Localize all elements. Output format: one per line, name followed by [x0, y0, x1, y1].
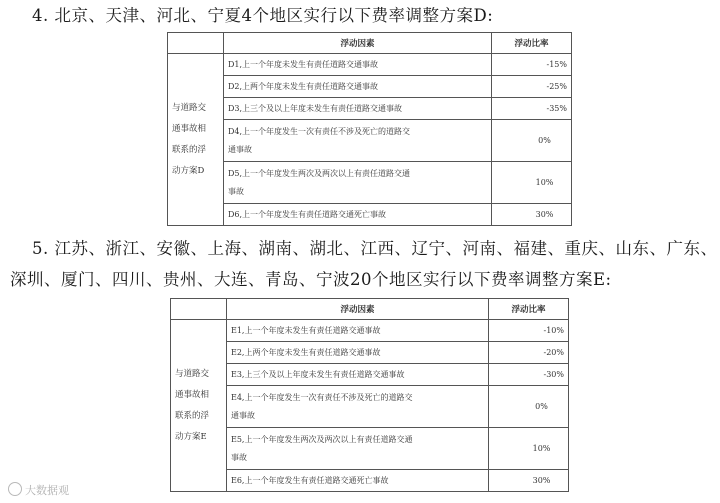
group-label-line: 动方案D: [172, 165, 205, 176]
factor-cell: [224, 120, 492, 162]
header-ratio: 浮动比率: [489, 299, 569, 320]
header-blank: [168, 33, 224, 54]
factor-cell: [224, 204, 492, 226]
rate-table-d: [167, 32, 572, 226]
table-row: [171, 320, 569, 342]
factor-text-line: 通事故: [228, 144, 252, 154]
watermark: [8, 482, 69, 498]
group-label: [168, 54, 224, 226]
group-label-line: 联系的浮: [175, 410, 210, 421]
group-label-line: 联系的浮: [172, 144, 207, 155]
section-e-heading-line1: 5. 江苏、浙江、安徽、上海、湖南、湖北、江西、辽宁、河南、福建、重庆、山东、广东、: [32, 239, 718, 258]
factor-text-line: E3,上三个及以上年度未发生有责任道路交通事故: [231, 369, 405, 379]
table-row: [171, 428, 569, 470]
factor-cell: [227, 428, 489, 470]
factor-text-line: D6,上一个年度发生有责任道路交通死亡事故: [228, 209, 387, 219]
factor-text-line: E2,上两个年度未发生有责任道路交通事故: [231, 347, 381, 357]
factor-text-line: E1,上一个年度未发生有责任道路交通事故: [231, 325, 381, 335]
rate-table-e: [170, 298, 569, 492]
ratio-cell: -20%: [489, 342, 569, 364]
table-row: [168, 162, 572, 204]
factor-text-line: E6,上一个年度发生有责任道路交通死亡事故: [231, 475, 389, 485]
ratio-cell: -30%: [489, 364, 569, 386]
ratio-cell: 10%: [492, 162, 572, 204]
table-row: [171, 364, 569, 386]
ratio-cell: 30%: [492, 204, 572, 226]
factor-text-line: D1,上一个年度未发生有责任道路交通事故: [228, 59, 379, 69]
factor-text-line: E4,上一个年度发生一次有责任不涉及死亡的道路交: [231, 392, 413, 402]
table-row: [171, 342, 569, 364]
factor-cell: [227, 470, 489, 492]
table-row: [168, 98, 572, 120]
section-e-heading-line2: 深圳、厦门、四川、贵州、大连、青岛、宁波20个地区实行以下费率调整方案E:: [10, 270, 612, 289]
factor-text-line: E5,上一个年度发生两次及两次以上有责任道路交通: [231, 434, 413, 444]
factor-text-line: 事故: [228, 186, 244, 196]
ratio-cell: -10%: [489, 320, 569, 342]
table-row: [168, 120, 572, 162]
group-label-line: 与道路交: [175, 368, 210, 379]
watermark-logo-icon: [8, 482, 22, 496]
table-row: [168, 204, 572, 226]
table-row: [168, 76, 572, 98]
factor-text-line: 事故: [231, 452, 247, 462]
factor-text-line: D5,上一个年度发生两次及两次以上有责任道路交通: [228, 168, 411, 178]
header-blank: [171, 299, 227, 320]
ratio-cell: -15%: [492, 54, 572, 76]
group-label: [171, 320, 227, 492]
factor-cell: [227, 386, 489, 428]
ratio-cell: -35%: [492, 98, 572, 120]
ratio-cell: 0%: [492, 120, 572, 162]
section-d-heading: 4. 北京、天津、河北、宁夏4个地区实行以下费率调整方案D:: [32, 6, 494, 25]
factor-cell: [227, 364, 489, 386]
table-row: [171, 470, 569, 492]
ratio-cell: 30%: [489, 470, 569, 492]
factor-text-line: 通事故: [231, 410, 255, 420]
header-factor: 浮动因素: [224, 33, 492, 54]
ratio-cell: 0%: [489, 386, 569, 428]
factor-cell: [224, 54, 492, 76]
table-row: [171, 386, 569, 428]
group-label-line: 动方案E: [175, 431, 207, 442]
factor-text-line: D2,上两个年度未发生有责任道路交通事故: [228, 81, 379, 91]
watermark-text: 大数据观: [25, 484, 69, 497]
group-label-line: 通事故相: [175, 389, 210, 400]
group-label-line: 与道路交: [172, 102, 207, 113]
group-label-line: 通事故相: [172, 123, 207, 134]
header-ratio: 浮动比率: [492, 33, 572, 54]
ratio-cell: -25%: [492, 76, 572, 98]
factor-cell: [224, 76, 492, 98]
ratio-cell: 10%: [489, 428, 569, 470]
factor-cell: [224, 98, 492, 120]
factor-text-line: D4,上一个年度发生一次有责任不涉及死亡的道路交: [228, 126, 411, 136]
factor-cell: [227, 342, 489, 364]
factor-cell: [224, 162, 492, 204]
factor-text-line: D3,上三个及以上年度未发生有责任道路交通事故: [228, 103, 403, 113]
factor-cell: [227, 320, 489, 342]
header-factor: 浮动因素: [227, 299, 489, 320]
table-row: [168, 54, 572, 76]
